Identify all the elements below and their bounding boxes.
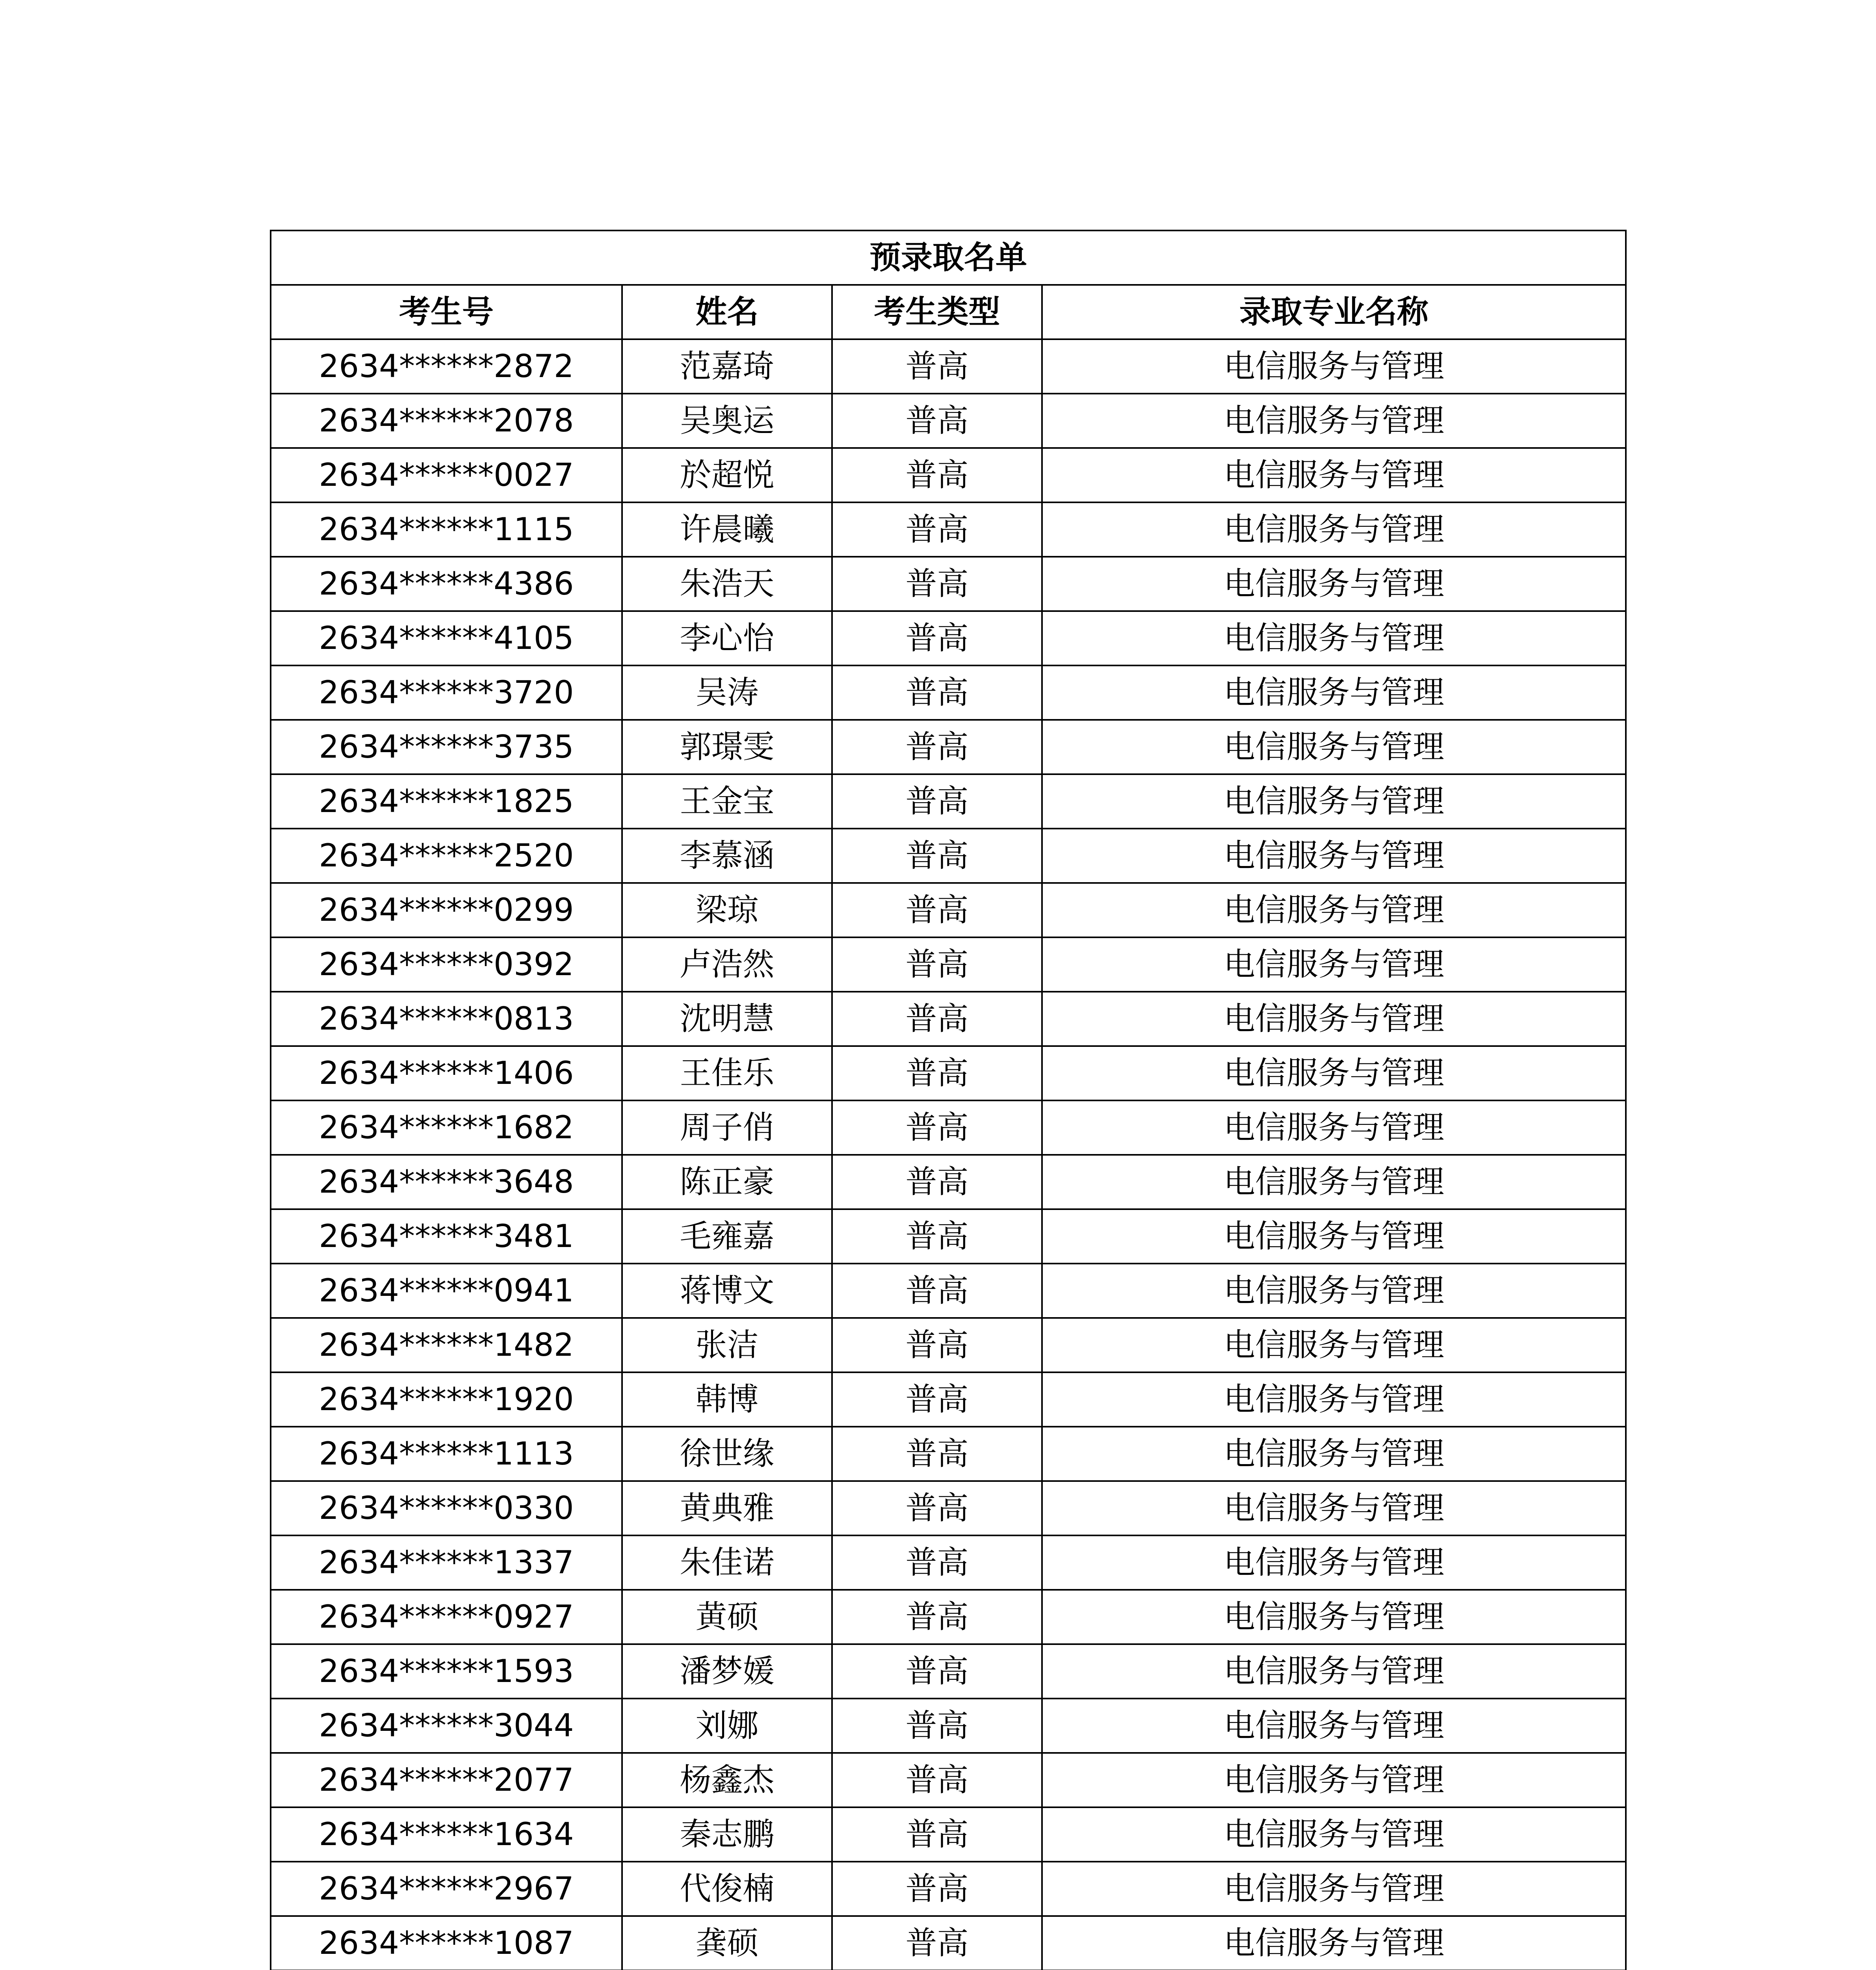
- cell-name: 卢浩然: [622, 937, 832, 992]
- cell-major: 电信服务与管理: [1042, 720, 1626, 774]
- cell-candidate-type: 普高: [832, 557, 1042, 611]
- table-row: [271, 1753, 1626, 1807]
- cell-candidate-type: 普高: [832, 1644, 1042, 1699]
- cell-candidate-number: 2634******1920: [271, 1372, 622, 1427]
- cell-candidate-number: 2634******0392: [271, 937, 622, 992]
- table-row: [271, 992, 1626, 1046]
- cell-major: 电信服务与管理: [1042, 992, 1626, 1046]
- cell-candidate-type: 普高: [832, 1318, 1042, 1372]
- cell-candidate-number: 2634******2520: [271, 829, 622, 883]
- cell-major: 电信服务与管理: [1042, 1699, 1626, 1753]
- cell-major: 电信服务与管理: [1042, 502, 1626, 557]
- cell-major: 电信服务与管理: [1042, 339, 1626, 394]
- cell-candidate-type: 普高: [832, 1209, 1042, 1264]
- cell-candidate-number: 2634******1087: [271, 1916, 622, 1970]
- table-row: [271, 774, 1626, 829]
- cell-candidate-type: 普高: [832, 339, 1042, 394]
- cell-candidate-type: 普高: [832, 1535, 1042, 1590]
- table-row: [271, 829, 1626, 883]
- cell-candidate-type: 普高: [832, 1699, 1042, 1753]
- document-page: [270, 230, 1625, 1970]
- cell-major: 电信服务与管理: [1042, 1264, 1626, 1318]
- cell-candidate-type: 普高: [832, 1590, 1042, 1644]
- cell-major: 电信服务与管理: [1042, 1862, 1626, 1916]
- cell-name: 龚硕: [622, 1916, 832, 1970]
- table-body: [271, 339, 1626, 1970]
- cell-name: 朱佳诺: [622, 1535, 832, 1590]
- table-row: [271, 557, 1626, 611]
- cell-candidate-number: 2634******4105: [271, 611, 622, 665]
- table-row: [271, 1590, 1626, 1644]
- cell-candidate-number: 2634******1682: [271, 1100, 622, 1155]
- cell-candidate-number: 2634******0330: [271, 1481, 622, 1535]
- column-header-name: 姓名: [622, 285, 832, 339]
- table-row: [271, 1209, 1626, 1264]
- cell-candidate-number: 2634******3648: [271, 1155, 622, 1209]
- cell-name: 潘梦媛: [622, 1644, 832, 1699]
- cell-name: 杨鑫杰: [622, 1753, 832, 1807]
- cell-major: 电信服务与管理: [1042, 1753, 1626, 1807]
- table-row: [271, 1318, 1626, 1372]
- cell-candidate-number: 2634******1593: [271, 1644, 622, 1699]
- cell-candidate-number: 2634******1113: [271, 1427, 622, 1481]
- table-row: [271, 665, 1626, 720]
- column-header-candidate-number: 考生号: [271, 285, 622, 339]
- cell-name: 吴涛: [622, 665, 832, 720]
- table-row: [271, 1807, 1626, 1862]
- cell-candidate-type: 普高: [832, 937, 1042, 992]
- cell-major: 电信服务与管理: [1042, 883, 1626, 937]
- table-row: [271, 1535, 1626, 1590]
- cell-candidate-type: 普高: [832, 665, 1042, 720]
- cell-major: 电信服务与管理: [1042, 665, 1626, 720]
- cell-major: 电信服务与管理: [1042, 1046, 1626, 1100]
- cell-name: 蒋博文: [622, 1264, 832, 1318]
- cell-name: 王佳乐: [622, 1046, 832, 1100]
- cell-major: 电信服务与管理: [1042, 1318, 1626, 1372]
- table-row: [271, 720, 1626, 774]
- cell-major: 电信服务与管理: [1042, 1590, 1626, 1644]
- cell-candidate-number: 2634******3720: [271, 665, 622, 720]
- cell-name: 黄典雅: [622, 1481, 832, 1535]
- cell-candidate-type: 普高: [832, 1481, 1042, 1535]
- cell-candidate-number: 2634******0813: [271, 992, 622, 1046]
- cell-name: 周子俏: [622, 1100, 832, 1155]
- cell-candidate-type: 普高: [832, 1046, 1042, 1100]
- cell-candidate-number: 2634******0927: [271, 1590, 622, 1644]
- cell-name: 朱浩天: [622, 557, 832, 611]
- cell-candidate-type: 普高: [832, 1916, 1042, 1970]
- cell-candidate-number: 2634******0941: [271, 1264, 622, 1318]
- cell-candidate-type: 普高: [832, 1807, 1042, 1862]
- cell-major: 电信服务与管理: [1042, 1427, 1626, 1481]
- cell-major: 电信服务与管理: [1042, 829, 1626, 883]
- cell-major: 电信服务与管理: [1042, 1807, 1626, 1862]
- cell-name: 张洁: [622, 1318, 832, 1372]
- cell-major: 电信服务与管理: [1042, 1100, 1626, 1155]
- cell-name: 许晨曦: [622, 502, 832, 557]
- cell-candidate-type: 普高: [832, 1372, 1042, 1427]
- table-row: [271, 1862, 1626, 1916]
- cell-major: 电信服务与管理: [1042, 1155, 1626, 1209]
- cell-name: 沈明慧: [622, 992, 832, 1046]
- cell-major: 电信服务与管理: [1042, 1481, 1626, 1535]
- cell-candidate-number: 2634******2078: [271, 394, 622, 448]
- cell-candidate-type: 普高: [832, 1155, 1042, 1209]
- cell-candidate-type: 普高: [832, 502, 1042, 557]
- cell-name: 徐世缘: [622, 1427, 832, 1481]
- cell-candidate-number: 2634******2872: [271, 339, 622, 394]
- cell-candidate-number: 2634******1634: [271, 1807, 622, 1862]
- cell-major: 电信服务与管理: [1042, 1372, 1626, 1427]
- cell-major: 电信服务与管理: [1042, 1535, 1626, 1590]
- cell-candidate-type: 普高: [832, 394, 1042, 448]
- table-row: [271, 1264, 1626, 1318]
- table-row: [271, 1427, 1626, 1481]
- cell-candidate-type: 普高: [832, 720, 1042, 774]
- table-row: [271, 502, 1626, 557]
- cell-name: 王金宝: [622, 774, 832, 829]
- cell-candidate-type: 普高: [832, 1427, 1042, 1481]
- cell-name: 代俊楠: [622, 1862, 832, 1916]
- cell-candidate-number: 2634******1115: [271, 502, 622, 557]
- cell-candidate-number: 2634******0299: [271, 883, 622, 937]
- table-row: [271, 937, 1626, 992]
- cell-candidate-number: 2634******3044: [271, 1699, 622, 1753]
- table-row: [271, 339, 1626, 394]
- cell-major: 电信服务与管理: [1042, 1916, 1626, 1970]
- cell-name: 韩博: [622, 1372, 832, 1427]
- cell-name: 黄硕: [622, 1590, 832, 1644]
- cell-candidate-type: 普高: [832, 1753, 1042, 1807]
- cell-candidate-number: 2634******3481: [271, 1209, 622, 1264]
- cell-name: 於超悦: [622, 448, 832, 502]
- table-row: [271, 394, 1626, 448]
- cell-candidate-number: 2634******0027: [271, 448, 622, 502]
- table-title-row: [271, 230, 1626, 285]
- cell-candidate-type: 普高: [832, 611, 1042, 665]
- cell-name: 梁琼: [622, 883, 832, 937]
- column-header-candidate-type: 考生类型: [832, 285, 1042, 339]
- table-header-row: [271, 285, 1626, 339]
- cell-name: 刘娜: [622, 1699, 832, 1753]
- table-row: [271, 1100, 1626, 1155]
- cell-candidate-type: 普高: [832, 883, 1042, 937]
- cell-name: 吴奥运: [622, 394, 832, 448]
- cell-candidate-number: 2634******1337: [271, 1535, 622, 1590]
- table-row: [271, 1481, 1626, 1535]
- cell-candidate-type: 普高: [832, 448, 1042, 502]
- table-row: [271, 1916, 1626, 1970]
- cell-candidate-number: 2634******1406: [271, 1046, 622, 1100]
- cell-name: 范嘉琦: [622, 339, 832, 394]
- cell-major: 电信服务与管理: [1042, 937, 1626, 992]
- table-row: [271, 1046, 1626, 1100]
- cell-name: 秦志鹏: [622, 1807, 832, 1862]
- column-header-major: 录取专业名称: [1042, 285, 1626, 339]
- cell-name: 李慕涵: [622, 829, 832, 883]
- cell-candidate-type: 普高: [832, 1264, 1042, 1318]
- cell-major: 电信服务与管理: [1042, 1644, 1626, 1699]
- cell-major: 电信服务与管理: [1042, 1209, 1626, 1264]
- table-row: [271, 1155, 1626, 1209]
- cell-major: 电信服务与管理: [1042, 394, 1626, 448]
- cell-candidate-number: 2634******2077: [271, 1753, 622, 1807]
- table-row: [271, 1699, 1626, 1753]
- cell-candidate-number: 2634******1825: [271, 774, 622, 829]
- cell-candidate-number: 2634******4386: [271, 557, 622, 611]
- cell-candidate-type: 普高: [832, 1862, 1042, 1916]
- cell-candidate-type: 普高: [832, 992, 1042, 1046]
- cell-major: 电信服务与管理: [1042, 774, 1626, 829]
- cell-name: 毛雍嘉: [622, 1209, 832, 1264]
- table-row: [271, 883, 1626, 937]
- cell-major: 电信服务与管理: [1042, 448, 1626, 502]
- cell-candidate-type: 普高: [832, 774, 1042, 829]
- table-row: [271, 1644, 1626, 1699]
- cell-name: 郭璟雯: [622, 720, 832, 774]
- cell-major: 电信服务与管理: [1042, 557, 1626, 611]
- cell-candidate-type: 普高: [832, 1100, 1042, 1155]
- cell-name: 陈正豪: [622, 1155, 832, 1209]
- table-row: [271, 448, 1626, 502]
- cell-candidate-number: 2634******3735: [271, 720, 622, 774]
- cell-name: 李心怡: [622, 611, 832, 665]
- cell-candidate-type: 普高: [832, 829, 1042, 883]
- table-row: [271, 1372, 1626, 1427]
- table-title: 预录取名单: [271, 230, 1626, 285]
- admission-list-table: [270, 230, 1627, 1970]
- cell-candidate-number: 2634******2967: [271, 1862, 622, 1916]
- cell-major: 电信服务与管理: [1042, 611, 1626, 665]
- table-row: [271, 611, 1626, 665]
- cell-candidate-number: 2634******1482: [271, 1318, 622, 1372]
